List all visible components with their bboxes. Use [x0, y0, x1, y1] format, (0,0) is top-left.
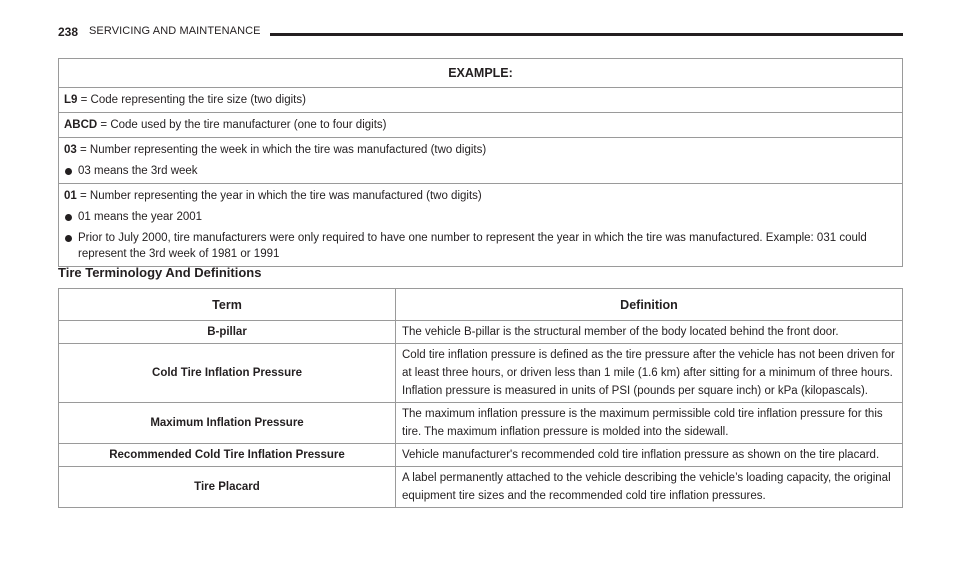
definition-cell: Cold tire inflation pressure is defined as the tire pressure after the vehicle has not been driven for at least three hours, or driven less than 1 mile (1.6 km) after sitting for a minimum of three hours. Inflation pressure is measured in units of PSI (pounds per square inch) or kPa (kilopascals). [396, 344, 903, 403]
code-description: = Number representing the week in which the tire was manufactured (two digits) [76, 144, 487, 156]
definition-cell: The vehicle B-pillar is the structural member of the body located behind the front door. [396, 321, 903, 344]
bullet-item: Prior to July 2000, tire manufacturers were only required to have one number to represent the year in which the tire was manufactured. Example: 031 could represent the 3rd week of 1981 or 1991 [64, 230, 897, 262]
code-description: = Code representing the tire size (two digits) [77, 94, 306, 106]
term-cell: Maximum Inflation Pressure [59, 403, 396, 444]
bullet-item: 03 means the 3rd week [64, 163, 897, 179]
table-row [59, 321, 903, 344]
bullet-item: 01 means the year 2001 [64, 209, 897, 225]
example-table [58, 58, 903, 267]
terminology-heading: Tire Terminology And Definitions [58, 265, 262, 280]
code-label: 01 [64, 190, 77, 202]
page-number: 238 [58, 25, 79, 39]
definition-column-header: Definition [396, 289, 903, 321]
table-row [59, 467, 903, 508]
example-row [59, 113, 903, 138]
example-title: EXAMPLE: [59, 59, 903, 88]
definition-cell: The maximum inflation pressure is the maximum permissible cold tire inflation pressure for this tire. The maximum inflation pressure is molded into the sidewall. [396, 403, 903, 444]
header-rule [270, 33, 903, 36]
table-row [59, 403, 903, 444]
term-cell: B-pillar [59, 321, 396, 344]
terminology-table [58, 288, 903, 508]
table-row [59, 344, 903, 403]
example-row [59, 88, 903, 113]
example-row [59, 184, 903, 267]
page-header [58, 25, 903, 41]
term-cell: Recommended Cold Tire Inflation Pressure [59, 444, 396, 467]
definition-cell: Vehicle manufacturer's recommended cold tire inflation pressure as shown on the tire placard. [396, 444, 903, 467]
term-column-header: Term [59, 289, 396, 321]
code-description: = Number representing the year in which the tire was manufactured (two digits) [76, 190, 482, 202]
section-title: SERVICING AND MAINTENANCE [89, 25, 261, 37]
code-label: L9 [64, 94, 78, 106]
example-row [59, 138, 903, 184]
term-cell: Cold Tire Inflation Pressure [59, 344, 396, 403]
definition-cell: A label permanently attached to the vehicle describing the vehicle’s loading capacity, the original equipment tire sizes and the recommended cold tire inflation pressures. [396, 467, 903, 508]
code-label: ABCD [64, 119, 98, 131]
code-label: 03 [64, 144, 77, 156]
table-row [59, 444, 903, 467]
term-cell: Tire Placard [59, 467, 396, 508]
code-description: = Code used by the tire manufacturer (one to four digits) [97, 119, 387, 131]
